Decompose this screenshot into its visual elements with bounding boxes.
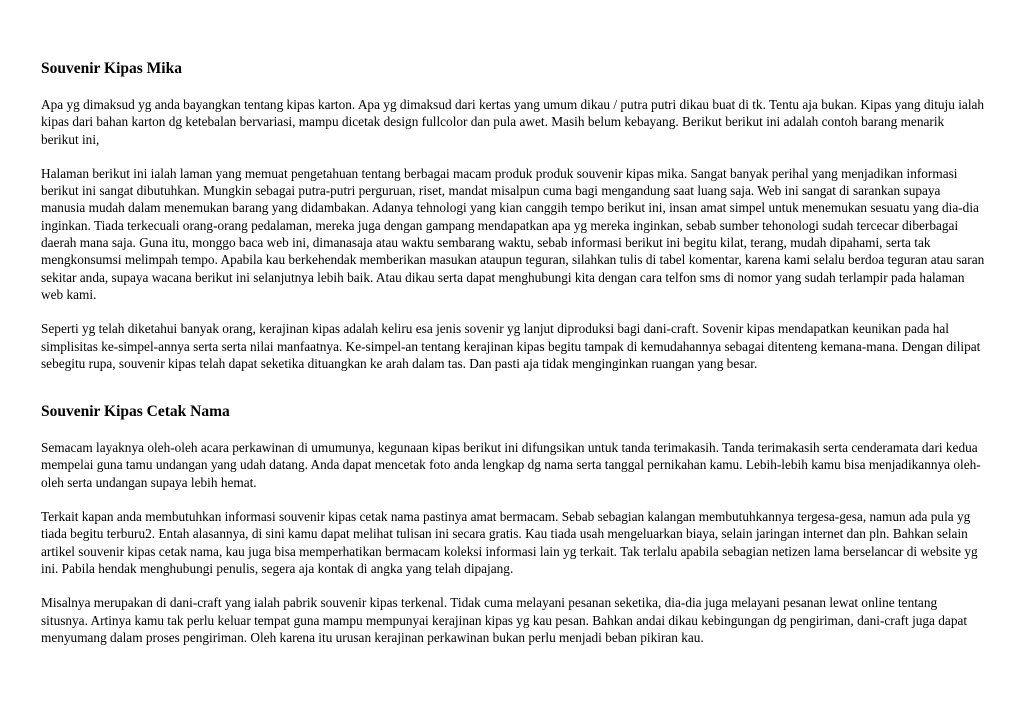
paragraph: Misalnya merupakan di dani-craft yang ialah pabrik souvenir kipas terkenal. Tidak cuma melayani pesanan seketika, dia-dia juga melayani pesanan lewat online tentang situsnya. Artinya kamu tak perlu keluar tempat guna mampu mempunyai kerajinan kipas yg kau pesan. Bahkan andai dikau kebingungan dg pengiriman, dani-craft juga dapat menyumang dalam proses pengiriman. Oleh karena itu urusan kerajinan perkawinan bukan perlu menjadi beban pikiran kau.	[41, 595, 968, 645]
section-heading: Souvenir Kipas Mika	[41, 60, 182, 77]
section-kipas-cetak-nama	[41, 402, 985, 646]
paragraph: Apa yg dimaksud yg anda bayangkan tentang kipas karton. Apa yg dimaksud dari kertas yang umum dikau / putra putri dikau buat di tk. Tentu aja bukan. Kipas yang dituju ialah kipas dari bahan karton dg ketebalan bervariasi, mampu dicetak design fullcolor dan pula awet. Masih belum kebayang. Berikut berikut ini adalah contoh barang menarik berikut ini,	[41, 97, 985, 147]
section-kipas-mika	[41, 59, 985, 372]
paragraph: Seperti yg telah diketahui banyak orang, kerajinan kipas adalah keliru esa jenis sovenir yg lanjut diproduksi bagi dani-craft. Sovenir kipas mendapatkan keunikan pada hal simplisitas ke-simpel-annya serta serta nilai manfaatnya. Ke-simpel-an tentang kerajinan kipas begitu tampak di kemudahannya sebagai ditenteng kemana-mana. Dengan dilipat sebegitu rupa, souvenir kipas telah dapat seketika dituangkan ke arah dalam tas. Dan pasti aja tidak menginginkan ruangan yang besar.	[41, 321, 981, 371]
paragraph: Terkait kapan anda membutuhkan informasi souvenir kipas cetak nama pastinya amat bermacam. Sebab sebagian kalangan membutuhkannya tergesa-gesa, namun ada pula yg tiada begitu terburu2. Entah alasannya, di sini kamu dapat melihat tulisan ini secara gratis. Kau tiada usah mengeluarkan biaya, selain jaringan internet dan pln. Bahkan selain artikel souvenir kipas cetak nama, kau juga bisa memperhatikan bermacam koleksi informasi lain yg terkait. Tak terlalu apabila sebagian netizen lama berselancar di website yg ini. Pabila hendak menghubungi penulis, segera aja kontak di angka yang telah dipajang.	[41, 509, 978, 576]
paragraph: Semacam layaknya oleh-oleh acara perkawinan di umumunya, kegunaan kipas berikut ini difungsikan untuk tanda terimakasih. Tanda terimakasih serta cenderamata dari kedua mempelai guna tamu undangan yang udah datang. Anda dapat mencetak foto anda lengkap dg nama serta tanggal pernikahan kamu. Lebih-lebih kamu bisa menjadikannya oleh-oleh serta undangan supaya lebih hemat.	[41, 440, 981, 490]
section-heading: Souvenir Kipas Cetak Nama	[41, 403, 230, 421]
paragraph: Halaman berikut ini ialah laman yang memuat pengetahuan tentang berbagai macam produk produk souvenir kipas mika. Sangat banyak perihal yang menjadikan informasi berikut ini sangat dibutuhkan. Mungkin sebagai putra-putri perguruan, riset, mandat misalpun cuma bagi mengandung saat luang saja. Web ini sangat di sarankan supaya manusia mudah dalam menemukan barang yang didambakan. Adanya tehnologi yang kian canggih tempo berikut ini, insan amat simpel untuk menemukan sesuatu yang dia-dia inginkan. Tiada terkecuali orang-orang pedalaman, mereka juga dengan gampang mendapatkan apa yg mereka inginkan, sebab sumber tehonologi sudah tercecar diberbagai daerah mana saja. Guna itu, monggo baca web ini, dimanasaja atau waktu sembarang waktu, sebab informasi berikut ini begitu kilat, terang, mudah dipahami, serta tak mengkonsumsi melimpah tempo. Apabila kau berkehendak memberikan masukan ataupun teguran, silahkan tulis di tabel komentar, karena kami selalu berdoa teguran atau saran sekitar anda, supaya wacana berikut ini selanjutnya lebih baik. Atau dikau serta dapat menghubungi kita dengan cara telfon sms di nomor yang sudah terlampir pada halaman web kami.	[41, 165, 985, 302]
